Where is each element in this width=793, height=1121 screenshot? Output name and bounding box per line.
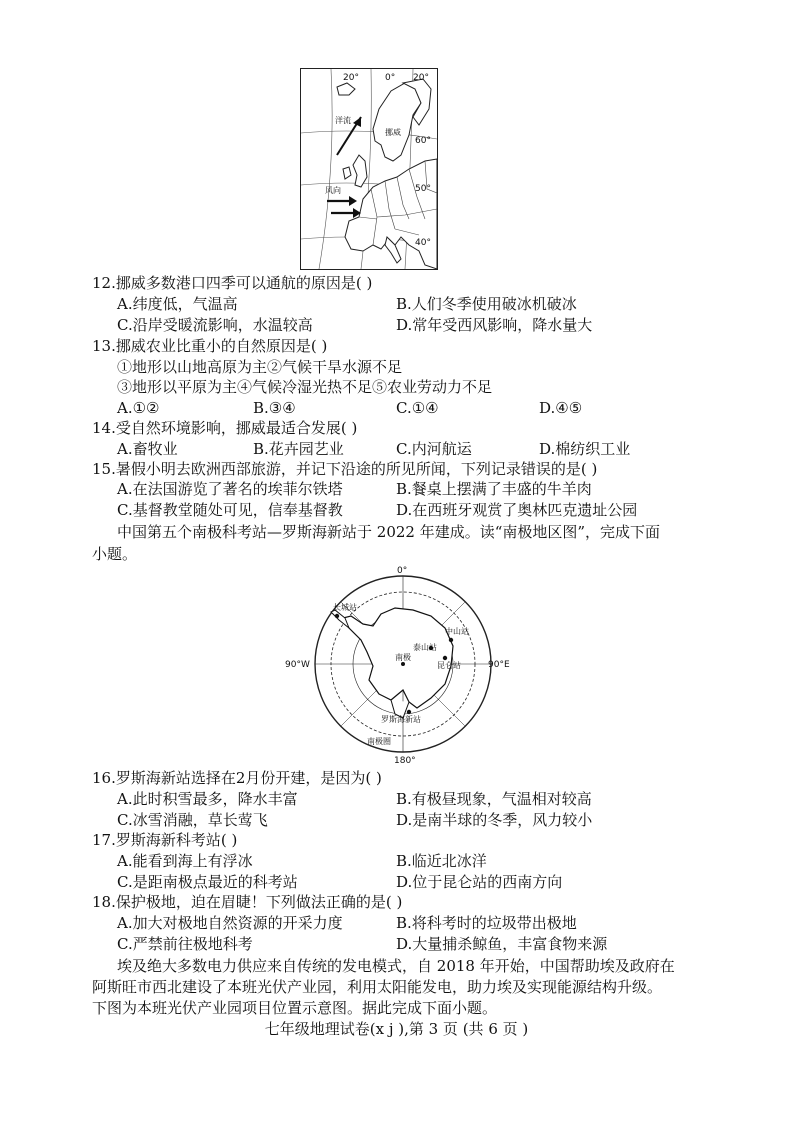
q18-option-a[interactable]: A.加大对极地自然资源的开采力度 (117, 914, 343, 932)
taishan-station-label: 泰山站 (413, 643, 437, 652)
q14-stem: 14.受自然环境影响，挪威最适合发展( ) (92, 419, 358, 437)
south-pole-marker (401, 662, 405, 666)
egypt-intro-line-2: 阿斯旺市西北建设了本班光伏产业园，利用太阳能发电，助力埃及实现能源结构升级。 (92, 978, 663, 996)
lon-label-0: 0° (385, 73, 396, 83)
lon-label-90w: 90°W (285, 660, 310, 670)
q15-option-d[interactable]: D.在西班牙观赏了奥林匹克遗址公园 (396, 501, 638, 519)
wind-arrows (327, 196, 361, 218)
q16-option-c[interactable]: C.冰雪消融，草长莺飞 (117, 811, 268, 829)
ross-station-label: 罗斯海新站 (381, 715, 421, 724)
antarctic-intro-line-2: 小题。 (92, 545, 138, 563)
q14-option-d[interactable]: D.棉纺织工业 (539, 440, 631, 458)
q12-option-b[interactable]: B.人们冬季使用破冰机破冰 (396, 295, 577, 313)
q14-option-b[interactable]: B.花卉园艺业 (253, 440, 344, 458)
q18-stem: 18.保护极地，迫在眉睫！下列做法正确的是( ) (92, 893, 403, 911)
q15-stem: 15.暑假小明去欧洲西部旅游，并记下沿途的所见所闻，下列记录错误的是( ) (92, 460, 598, 478)
egypt-intro-line-1: 埃及绝大多数电力供应来自传统的发电模式，自 2018 年开始，中国帮助埃及政府在 (117, 957, 675, 975)
antarctic-intro-line-1: 中国第五个南极科考站—罗斯海新站于 2022 年建成。读“南极地区图”，完成下面 (117, 523, 661, 541)
q17-option-a[interactable]: A.能看到海上有浮冰 (117, 852, 253, 870)
antarctic-circle-label: 南极圈 (367, 737, 391, 746)
lon-label-180: 180° (394, 756, 416, 766)
q16-stem: 16.罗斯海新站选择在2月份开建，是因为( ) (92, 769, 382, 787)
q16-option-b[interactable]: B.有极昼现象，气温相对较高 (396, 790, 592, 808)
lat-label-50: 50° (415, 184, 431, 194)
q15-option-a[interactable]: A.在法国游览了著名的埃菲尔铁塔 (117, 480, 343, 498)
q14-option-a[interactable]: A.畜牧业 (117, 440, 178, 458)
q17-stem: 17.罗斯海新科考站( ) (92, 831, 238, 849)
q12-option-c[interactable]: C.沿岸受暖流影响，水温较高 (117, 316, 313, 334)
lon-label-e20: 20° (413, 73, 429, 83)
q13-option-c[interactable]: C.①④ (396, 399, 439, 417)
kunlun-station-label: 昆仑站 (437, 661, 461, 670)
q15-option-b[interactable]: B.餐桌上摆满了丰盛的牛羊肉 (396, 480, 592, 498)
q13-option-d[interactable]: D.④⑤ (539, 399, 583, 417)
lon-label-w20: 20° (343, 73, 359, 83)
q13-option-a[interactable]: A.①② (117, 399, 160, 417)
europe-map-drawing (301, 69, 437, 269)
antarctic-map (285, 562, 513, 766)
q16-option-d[interactable]: D.是南半球的冬季，风力较小 (396, 811, 593, 829)
wind-label: 风向 (325, 186, 341, 195)
antarctic-map-drawing (285, 562, 513, 766)
lon-label-0: 0° (397, 566, 408, 576)
zhongshan-station-marker (449, 638, 453, 642)
q13-factor-line-2: ③地形以平原为主④气候冷湿光热不足⑤农业劳动力不足 (117, 378, 493, 396)
q14-option-c[interactable]: C.内河航运 (396, 440, 472, 458)
current-label: 洋流 (335, 116, 351, 125)
q15-option-c[interactable]: C.基督教堂随处可见，信奉基督教 (117, 501, 343, 519)
q13-stem: 13.挪威农业比重小的自然原因是( ) (92, 337, 328, 355)
egypt-intro-line-3: 下图为本班光伏产业园项目位置示意图。据此完成下面小题。 (92, 999, 498, 1017)
ross-station-marker (407, 710, 411, 714)
norway-label: 挪威 (385, 128, 401, 137)
q18-option-b[interactable]: B.将科考时的垃圾带出极地 (396, 914, 577, 932)
q17-option-d[interactable]: D.位于昆仑站的西南方向 (396, 873, 563, 891)
lon-label-90e: 90°E (488, 660, 510, 670)
kunlun-station-marker (443, 656, 447, 660)
q18-option-c[interactable]: C.严禁前往极地科考 (117, 935, 253, 953)
q18-option-d[interactable]: D.大量捕杀鲸鱼，丰富食物来源 (396, 935, 608, 953)
q17-option-b[interactable]: B.临近北冰洋 (396, 852, 487, 870)
q13-factor-line-1: ①地形以山地高原为主②气候干旱水源不足 (117, 358, 403, 376)
zhongshan-station-label: 中山站 (445, 627, 469, 636)
south-pole-label: 南极 (395, 653, 411, 662)
page-footer: 七年级地理试卷(x j ),第 3 页 (共 6 页 ) (264, 1020, 529, 1038)
q12-stem: 12.挪威多数港口四季可以通航的原因是( ) (92, 274, 373, 292)
great-wall-station-label: 长城站 (333, 603, 357, 612)
q13-option-b[interactable]: B.③④ (253, 399, 296, 417)
lat-label-60: 60° (415, 136, 431, 146)
q12-option-a[interactable]: A.纬度低，气温高 (117, 295, 238, 313)
lat-label-40: 40° (415, 238, 431, 248)
q12-option-d[interactable]: D.常年受西风影响，降水量大 (396, 316, 593, 334)
europe-map (300, 68, 438, 270)
q17-option-c[interactable]: C.是距南极点最近的科考站 (117, 873, 298, 891)
q16-option-a[interactable]: A.此时积雪最多，降水丰富 (117, 790, 298, 808)
great-wall-station-marker (335, 614, 339, 618)
